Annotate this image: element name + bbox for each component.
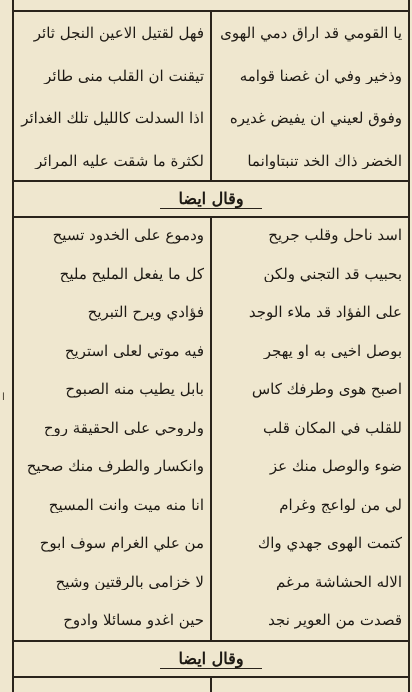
poem-block-top <box>14 10 408 182</box>
manuscript-page <box>12 0 410 692</box>
verse-line: وذخير وفي ان غصنا قوامه <box>239 67 402 84</box>
verse-line: ضوء والوصل منك عز <box>269 458 402 475</box>
verse-line: الخضر ذاك الخد تنبتاوانما <box>247 152 402 169</box>
verse-line: حين اغدو مسائلا وادوح <box>63 612 204 629</box>
poem-column-right <box>212 676 408 692</box>
verse-line: قصدت من العوير نجد <box>268 612 402 629</box>
verse-line: يا القومي قد اراق دمي الهوى <box>220 25 402 42</box>
section-heading: وقال ايضا <box>160 189 261 209</box>
verse-line: وفوق لعيني ان يفيض غديره <box>229 110 402 127</box>
verse-line: كل ما يفعل المليح مليح <box>59 265 204 283</box>
verse-line: من علي الغرام سوف ابوح <box>39 535 204 552</box>
section-heading: وقال ايضا <box>160 649 261 669</box>
poem-column-right <box>212 12 408 182</box>
poem-column-right <box>212 216 408 640</box>
verse-line: لا خزامى بالرقتين وشيح <box>55 573 204 591</box>
verse-line: اذا السدلت كالليل تلك الغدائر <box>21 110 204 127</box>
section-heading-bar <box>14 640 408 678</box>
verse-line: فؤادي ويرح التبريح <box>87 304 204 321</box>
poem-column-left <box>14 216 212 640</box>
verse-line: فيه موتي لعلى استريح <box>64 342 204 360</box>
verse-line: اسد ناحل وقلب جريح <box>268 227 402 244</box>
verse-line: لكثرة ما شقت عليه المرائر <box>35 152 204 169</box>
verse-line: انا منه ميت وانت المسيح <box>48 496 204 514</box>
verse-line: بابل يطيب منه الصبوح <box>65 381 204 398</box>
poem-block-middle <box>14 216 408 640</box>
poem-column-left <box>14 12 212 182</box>
verse-line: وانكسار والطرف منك صحيح <box>26 458 204 475</box>
verse-line: كتمت الهوى جهدي واك <box>257 535 402 552</box>
verse-line: بحبيب قد التجني ولكن <box>263 265 402 283</box>
verse-line: للقلب في المكان قلب <box>263 419 402 437</box>
verse-line: تيقنت ان القلب منى طائر <box>44 67 204 84</box>
verse-line: لي من لواعج وغرام <box>279 496 402 514</box>
verse-line: ولروحي على الحقيقة روح <box>43 419 204 437</box>
margin-mark: ا <box>2 392 5 403</box>
section-heading-bar <box>14 180 408 218</box>
poem-column-left <box>14 676 212 692</box>
verse-line: الاله الحشاشة مرغم <box>276 573 402 591</box>
verse-line: ودموع على الخدود تسيح <box>52 227 204 244</box>
poem-block-bottom <box>14 676 408 692</box>
verse-line: بوصل اخيى به او يهجر <box>263 342 402 360</box>
verse-line: على الفؤاد قد ملاء الوجد <box>248 304 402 321</box>
verse-line: فهل لقتيل الاعين النجل ثائر <box>33 25 204 42</box>
verse-line: اصبح هوى وطرفك كاس <box>251 381 402 398</box>
